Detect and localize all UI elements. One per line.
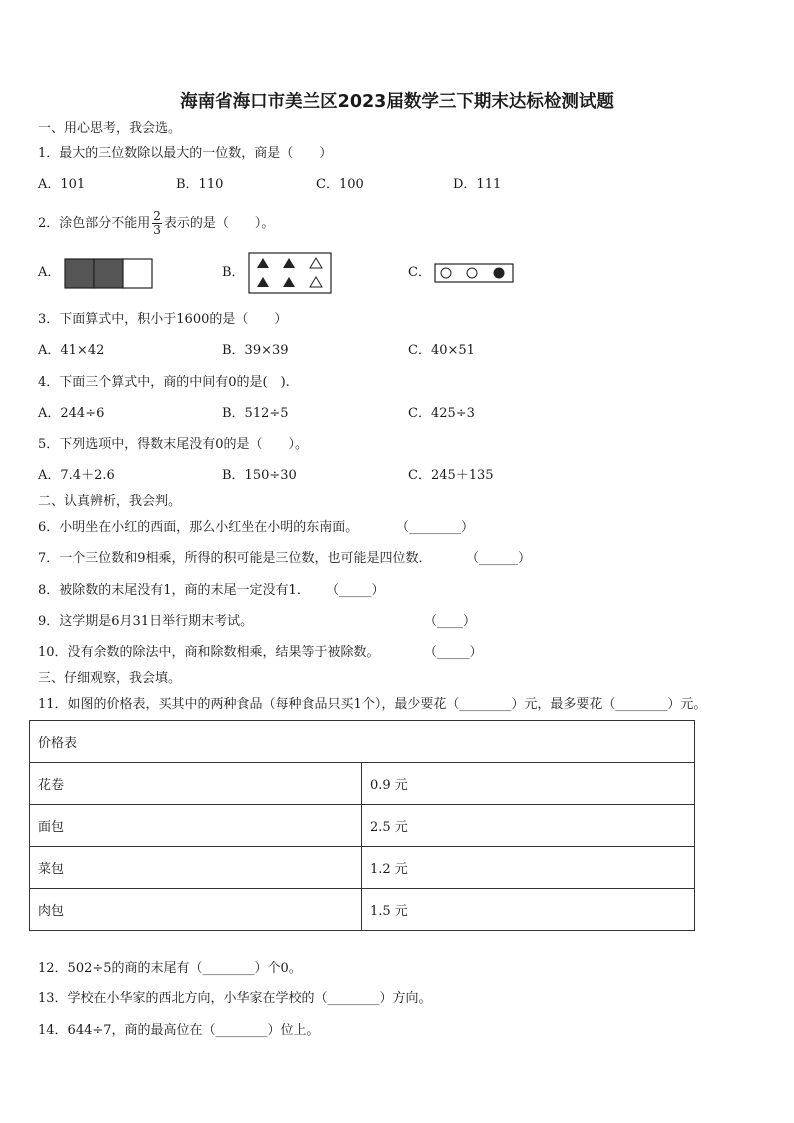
shaded-bar-figure	[64, 258, 154, 290]
question-8: 8．被除数的末尾没有1，商的末尾一定没有1．	[38, 583, 310, 598]
question-4: 4．下面三个算式中，商的中间有0的是( ).	[38, 375, 290, 390]
question-6: 6．小明坐在小红的西面，那么小红坐在小明的东南面。	[38, 520, 359, 535]
q5-option-c: C．245＋135	[408, 468, 494, 483]
price-table-header-row	[30, 721, 695, 763]
question-12: 12．502÷5的商的末尾有（________）个0。	[38, 961, 302, 976]
question-3: 3．下面算式中，积小于1600的是（ ）	[38, 312, 288, 327]
q6-answer-blank[interactable]: （________）	[396, 520, 475, 535]
page-title: 海南省海口市美兰区2023届数学三下期末达标检测试题	[180, 92, 614, 112]
q4-option-a: A．244÷6	[38, 406, 105, 421]
q3-option-b: B．39×39	[222, 343, 289, 358]
question-5: 5．下列选项中，得数末尾没有0的是（ ）。	[38, 437, 309, 452]
q10-answer-blank[interactable]: （_____）	[424, 645, 483, 660]
q2-text-before: 2．涂色部分不能用	[38, 216, 151, 231]
fraction-two-thirds	[152, 210, 162, 237]
q4-option-b: B．512÷5	[222, 406, 289, 421]
question-14: 14．644÷7，商的最高位在（________）位上。	[38, 1023, 320, 1038]
table-row	[30, 763, 695, 805]
price-cell: 1.2 元	[362, 847, 695, 889]
table-row	[30, 805, 695, 847]
question-13: 13．学校在小华家的西北方向，小华家在学校的（________）方向。	[38, 991, 432, 1006]
q3-option-a: A．41×42	[38, 343, 105, 358]
table-row	[30, 889, 695, 931]
section-heading-judge: 二、认真辨析，我会判。	[38, 494, 182, 509]
q5-option-b: B．150÷30	[222, 468, 297, 483]
q8-answer-blank[interactable]: （_____）	[326, 583, 385, 598]
q1-option-d: D．111	[453, 177, 502, 192]
question-1: 1．最大的三位数除以最大的一位数，商是（ ）	[38, 146, 333, 161]
q4-option-c: C．425÷3	[408, 406, 475, 421]
section-heading-fill: 三、仔细观察，我会填。	[38, 671, 182, 686]
triangles-figure	[248, 252, 332, 294]
q2-text-after: 表示的是（ ）。	[163, 216, 275, 231]
q9-answer-blank[interactable]: （____）	[424, 614, 477, 629]
fraction-denominator: 3	[153, 223, 161, 237]
q3-option-c: C．40×51	[408, 343, 475, 358]
q1-option-b: B．110	[176, 177, 224, 192]
food-name-cell: 肉包	[30, 889, 362, 931]
price-table	[29, 720, 695, 931]
question-7: 7．一个三位数和9相乘，所得的积可能是三位数，也可能是四位数．	[38, 551, 432, 566]
price-cell: 2.5 元	[362, 805, 695, 847]
table-row	[30, 847, 695, 889]
fraction-numerator: 2	[153, 209, 161, 223]
price-cell: 1.5 元	[362, 889, 695, 931]
price-table-title: 价格表	[30, 721, 695, 763]
question-10: 10．没有余数的除法中，商和除数相乘，结果等于被除数。	[38, 645, 380, 660]
q1-option-c: C．100	[316, 177, 364, 192]
question-2	[38, 210, 274, 237]
question-9: 9．这学期是6月31日举行期末考试。	[38, 614, 254, 629]
q7-answer-blank[interactable]: （______）	[466, 551, 532, 566]
q1-option-a: A．101	[38, 177, 86, 192]
q2-option-a: A．	[38, 265, 61, 280]
q5-option-a: A．7.4＋2.6	[38, 468, 115, 483]
price-cell: 0.9 元	[362, 763, 695, 805]
section-heading-choice: 一、用心思考，我会选。	[38, 121, 182, 136]
q2-option-b: B．	[222, 265, 245, 280]
food-name-cell: 菜包	[30, 847, 362, 889]
circles-figure	[434, 263, 514, 283]
question-11: 11．如图的价格表，买其中的两种食品（每种食品只买1个），最少要花（________）元，最多要花（________）元。	[38, 697, 707, 712]
q2-option-c: C．	[408, 265, 431, 280]
food-name-cell: 面包	[30, 805, 362, 847]
food-name-cell: 花卷	[30, 763, 362, 805]
